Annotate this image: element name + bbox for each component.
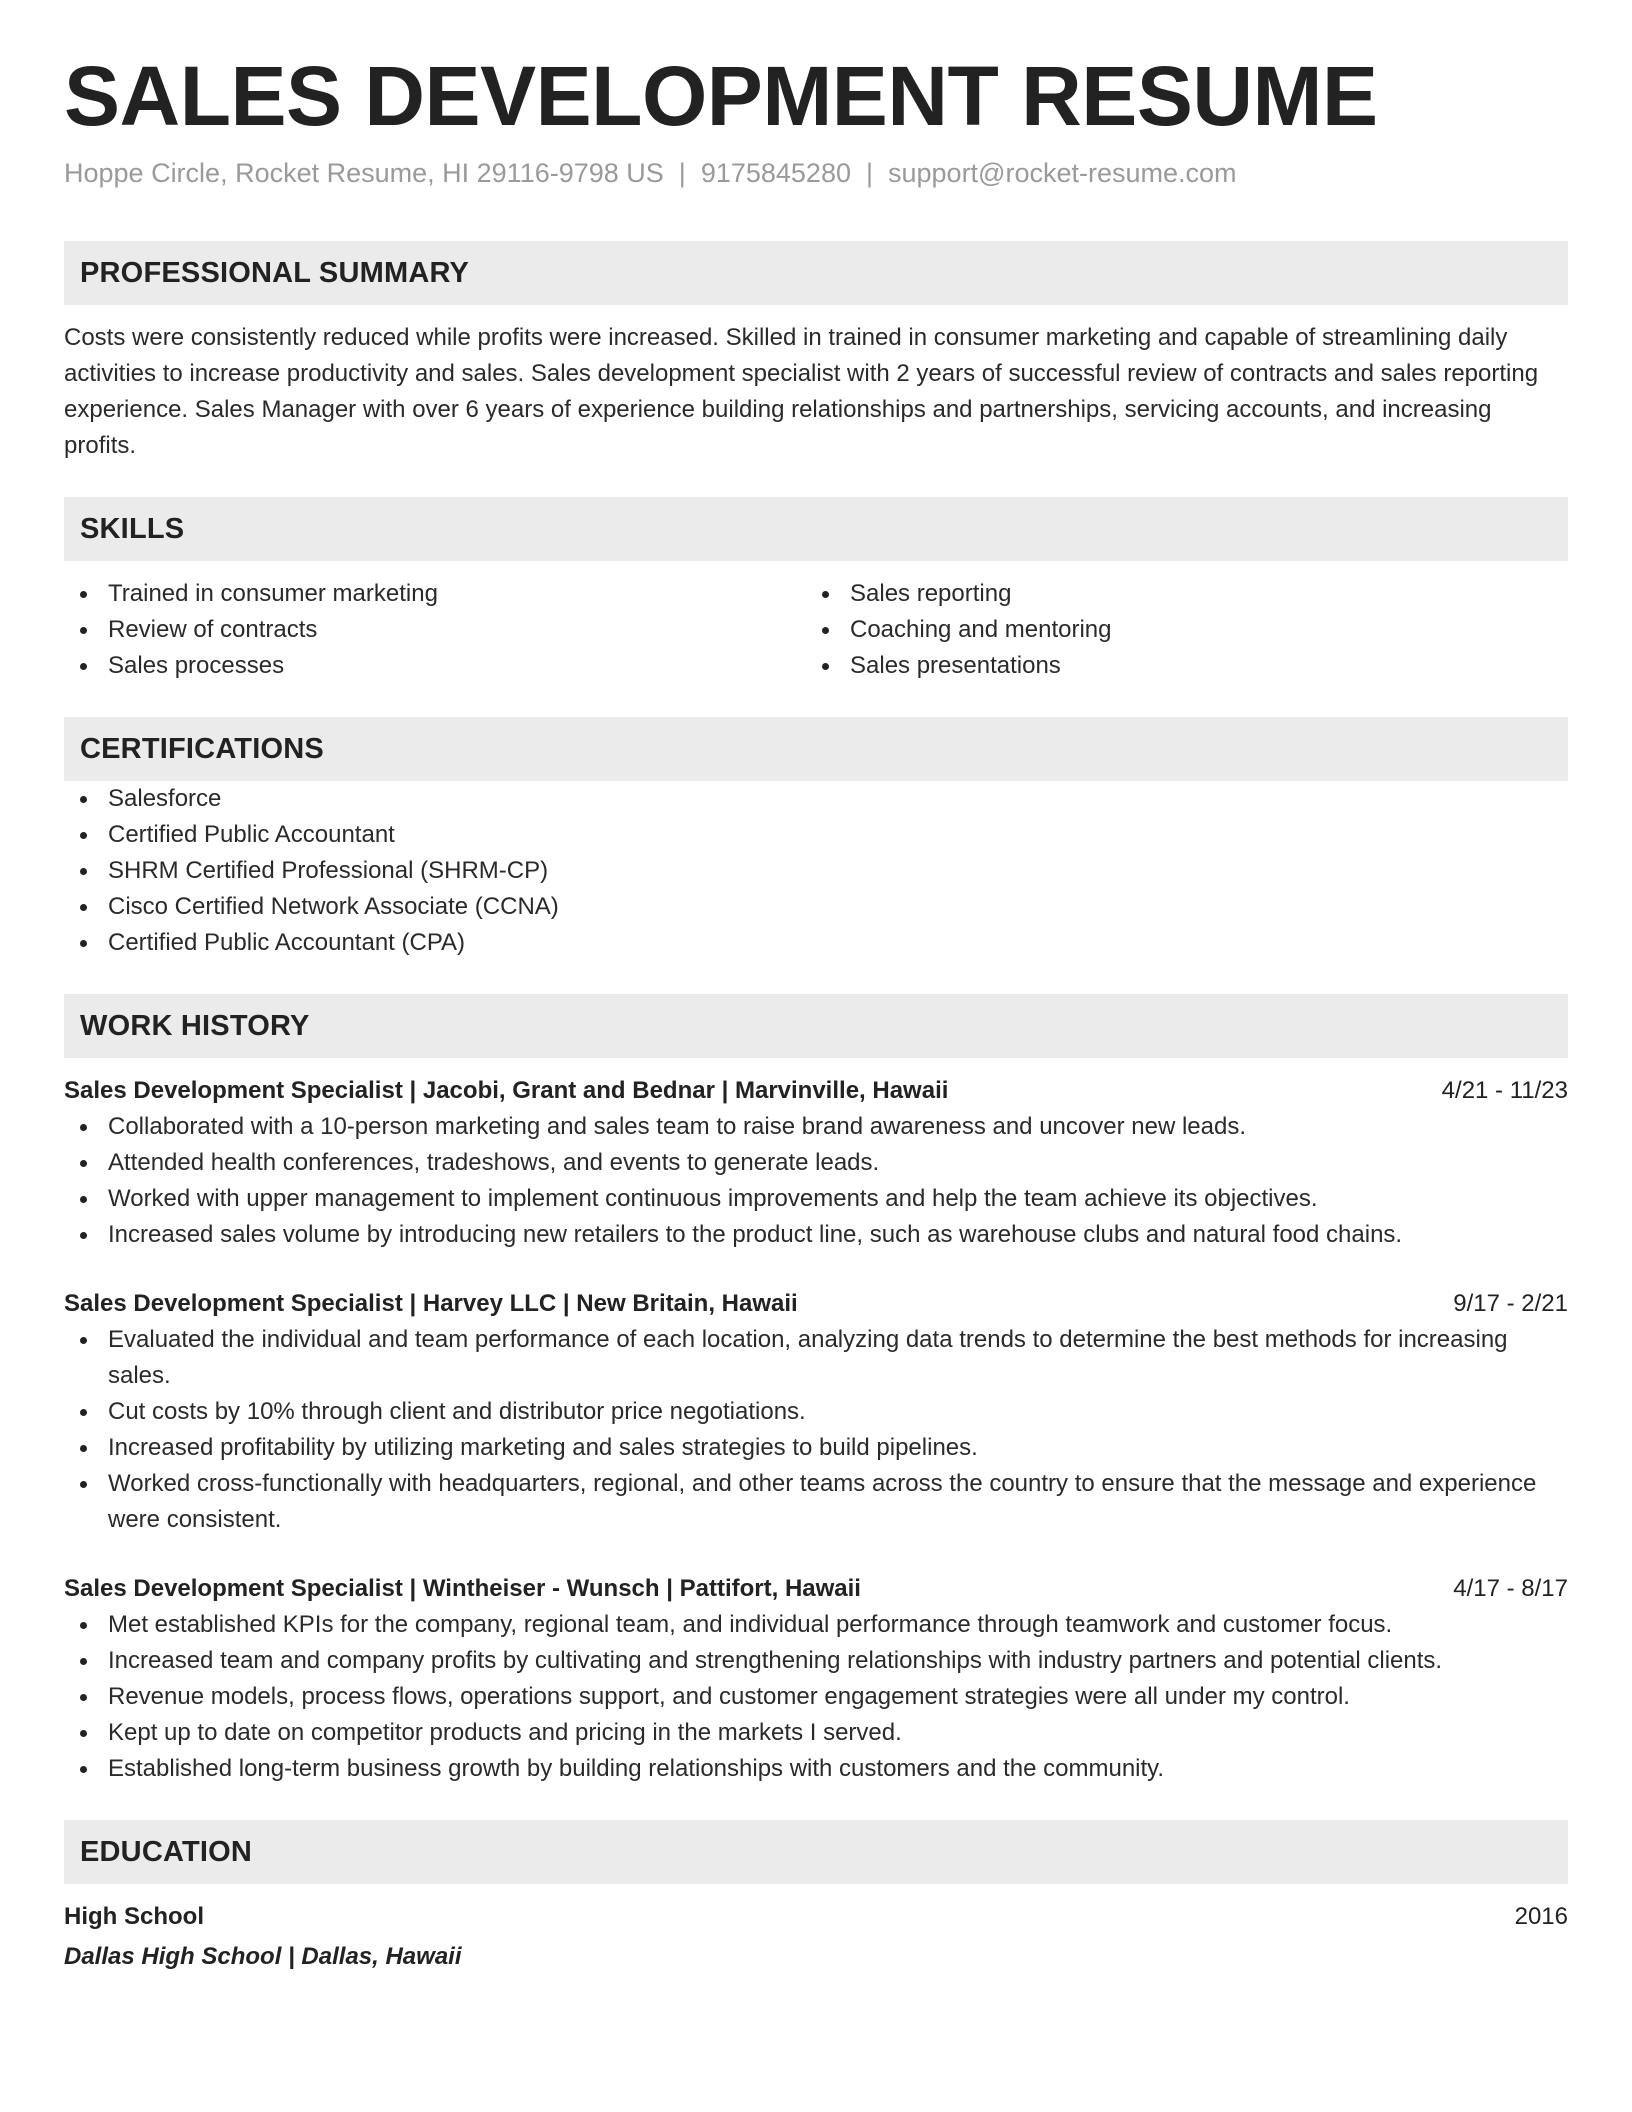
job-title: Sales Development Specialist | Harvey LLC | New Britain, Hawaii bbox=[64, 1290, 798, 1318]
job-title: Sales Development Specialist | Wintheiser - Wunsch | Pattifort, Hawaii bbox=[64, 1575, 861, 1603]
job-bullet: Increased profitability by utilizing marketing and sales strategies to build pipelines. bbox=[64, 1430, 1568, 1466]
section-heading-work-history: WORK HISTORY bbox=[64, 994, 1568, 1058]
skill-item: Sales reporting bbox=[806, 576, 1548, 612]
job-bullet: Revenue models, process flows, operations support, and customer engagement strategies were all under my control. bbox=[64, 1679, 1568, 1715]
job-bullet: Established long-term business growth by building relationships with customers and the community. bbox=[64, 1751, 1568, 1787]
job-bullet: Increased team and company profits by cultivating and strengthening relationships with industry partners and potential clients. bbox=[64, 1643, 1568, 1679]
certification-item: SHRM Certified Professional (SHRM-CP) bbox=[64, 853, 1568, 889]
certification-item: Certified Public Accountant bbox=[64, 817, 1568, 853]
job-dates: 9/17 - 2/21 bbox=[1453, 1290, 1568, 1318]
contact-separator: | bbox=[678, 158, 686, 189]
skill-item: Coaching and mentoring bbox=[806, 612, 1548, 648]
skills-grid bbox=[64, 576, 1568, 684]
job-bullet: Kept up to date on competitor products and pricing in the markets I served. bbox=[64, 1715, 1568, 1751]
job-bullets bbox=[64, 1607, 1568, 1787]
certification-item: Certified Public Accountant (CPA) bbox=[64, 925, 1568, 961]
resume-page bbox=[64, 50, 1568, 1975]
section-heading-education: EDUCATION bbox=[64, 1820, 1568, 1884]
certifications-list bbox=[64, 781, 1568, 961]
job-dates: 4/17 - 8/17 bbox=[1453, 1575, 1568, 1603]
job-bullet: Attended health conferences, tradeshows, and events to generate leads. bbox=[64, 1145, 1568, 1181]
job-bullet: Increased sales volume by introducing new retailers to the product line, such as warehouse clubs and natural food chains. bbox=[64, 1217, 1568, 1253]
job-entry bbox=[64, 1286, 1568, 1538]
skill-item: Sales presentations bbox=[806, 648, 1548, 684]
job-entry bbox=[64, 1073, 1568, 1253]
education-degree: High School bbox=[64, 1903, 204, 1931]
job-bullet: Met established KPIs for the company, regional team, and individual performance through teamwork and customer focus. bbox=[64, 1607, 1568, 1643]
job-bullets bbox=[64, 1109, 1568, 1253]
contact-address: Hoppe Circle, Rocket Resume, HI 29116-9798 US bbox=[64, 158, 664, 189]
education-school: Dallas High School | Dallas, Hawaii bbox=[64, 1943, 462, 1971]
skills-list-right bbox=[806, 576, 1548, 684]
certification-item: Cisco Certified Network Associate (CCNA) bbox=[64, 889, 1568, 925]
job-bullet: Collaborated with a 10-person marketing and sales team to raise brand awareness and uncover new leads. bbox=[64, 1109, 1568, 1145]
certification-item: Salesforce bbox=[64, 781, 1568, 817]
job-title: Sales Development Specialist | Jacobi, Grant and Bednar | Marvinville, Hawaii bbox=[64, 1077, 949, 1105]
skills-list-left bbox=[64, 576, 806, 684]
contact-phone: 9175845280 bbox=[700, 158, 851, 189]
contact-line bbox=[64, 156, 1568, 191]
job-header bbox=[64, 1571, 1568, 1607]
education-header bbox=[64, 1899, 1568, 1935]
section-heading-skills: SKILLS bbox=[64, 497, 1568, 561]
education-year: 2016 bbox=[1514, 1903, 1568, 1931]
job-bullet: Evaluated the individual and team performance of each location, analyzing data trends to determine the best methods for increasing sales. bbox=[64, 1322, 1568, 1394]
section-heading-summary: PROFESSIONAL SUMMARY bbox=[64, 241, 1568, 305]
contact-separator: | bbox=[865, 158, 873, 189]
job-bullet: Worked cross-functionally with headquarters, regional, and other teams across the country to ensure that the message and experience were consistent. bbox=[64, 1466, 1568, 1538]
skill-item: Trained in consumer marketing bbox=[64, 576, 806, 612]
job-header bbox=[64, 1286, 1568, 1322]
job-entry bbox=[64, 1571, 1568, 1787]
job-header bbox=[64, 1073, 1568, 1109]
skill-item: Sales processes bbox=[64, 648, 806, 684]
summary-text: Costs were consistently reduced while profits were increased. Skilled in trained in consumer marketing and capable of streamlining daily activities to increase productivity and sales. Sales development specialist with 2 years of successful review of contracts and sales reporting experience. Sales Manager with over 6 years of experience building relationships and partnerships, servicing accounts, and increasing profits. bbox=[64, 324, 1539, 460]
skill-item: Review of contracts bbox=[64, 612, 806, 648]
contact-email: support@rocket-resume.com bbox=[888, 158, 1237, 189]
resume-title: SALES DEVELOPMENT RESUME bbox=[64, 49, 1378, 143]
job-bullet: Cut costs by 10% through client and distributor price negotiations. bbox=[64, 1394, 1568, 1430]
job-bullet: Worked with upper management to implement continuous improvements and help the team achieve its objectives. bbox=[64, 1181, 1568, 1217]
job-dates: 4/21 - 11/23 bbox=[1441, 1077, 1568, 1105]
section-heading-certifications: CERTIFICATIONS bbox=[64, 717, 1568, 781]
job-bullets bbox=[64, 1322, 1568, 1538]
